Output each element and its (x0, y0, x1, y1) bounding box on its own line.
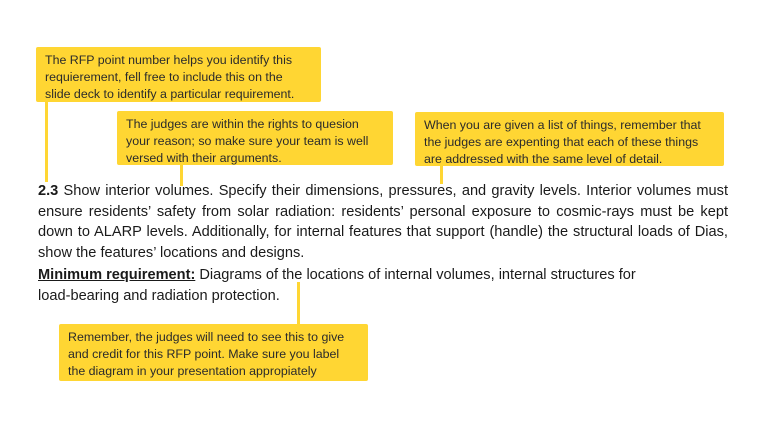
section-number: 2.3 (38, 183, 59, 199)
minimum-requirement-label: Minimum requirement: (38, 267, 196, 283)
requirement-paragraph (38, 181, 728, 263)
connector-rfp-point (45, 98, 48, 182)
callout-rfp-point: The RFP point number helps you identify this requierement, fell free to include this on the slide deck to identify a particular requirement. (36, 47, 321, 102)
minimum-requirement-body: Diagrams of the locations of internal volumes, internal structures for load-bearing and radiation protection. (38, 267, 636, 304)
minimum-requirement (38, 265, 658, 306)
callout-judges-credit: Remember, the judges will need to see this to give and credit for this RFP point. Make sure you label the diagram in your presentation appropiately (59, 324, 368, 381)
requirement-body: Show interior volumes. Specify their dimensions, pressures, and gravity levels. Interior volumes must ensure residents’ safety from solar radiation: residents’ personal exposure to cosmic-rays must be kept down to ALARP levels. Additionally, for internal features that support (handle) the structural loads of Dias, show the features’ locations and designs. (38, 183, 729, 261)
callout-list-detail: When you are given a list of things, remember that the judges are expenting that each of these things are addressed with the same level of detail. (415, 112, 724, 166)
callout-judges-reason: The judges are within the rights to quesion your reason; so make sure your team is well versed with their arguments. (117, 111, 393, 165)
